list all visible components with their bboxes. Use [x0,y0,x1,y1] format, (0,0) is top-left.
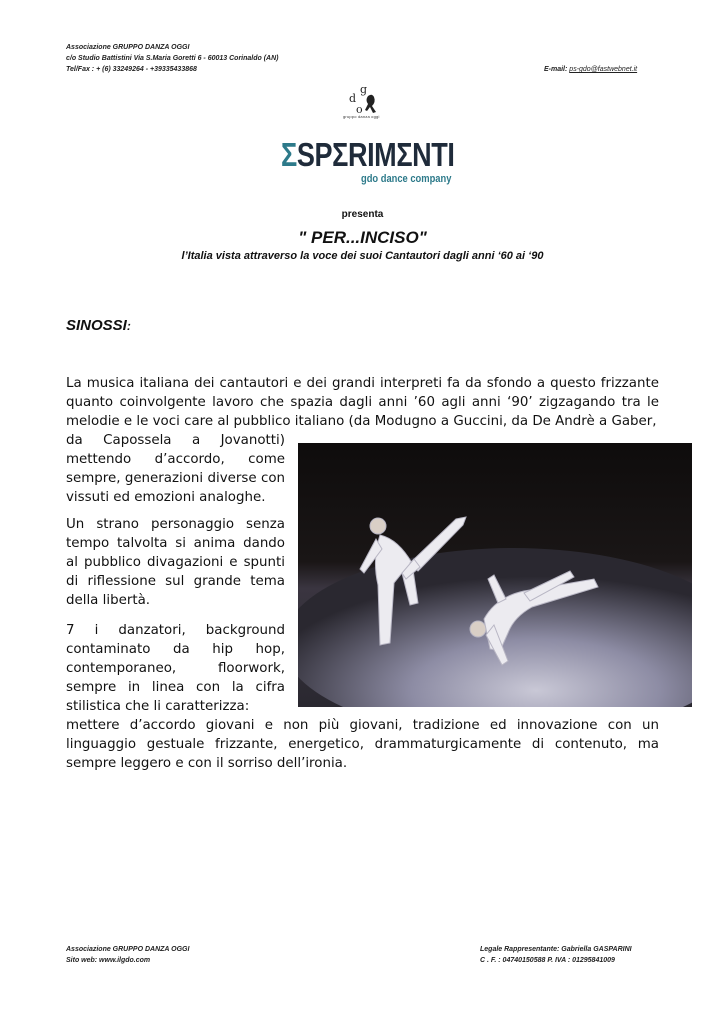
section-heading-colon: : [126,319,131,333]
footer-association: Associazione GRUPPO DANZA OGGI [66,946,190,953]
footer-left [66,944,189,966]
show-subtitle: l’Italia vista attraverso la voce dei suoi Cantautori dagli anni ‘60 ai ‘90 [181,250,544,262]
email-label: E-mail: [544,66,570,73]
footer-right [480,944,632,966]
header-association: Associazione GRUPPO DANZA OGGI [66,44,190,51]
paragraph-1-bottom: da Capossela a Jovanotti) mettendo d’accordo, come sempre, generazioni diverse con vissuti ed emozioni analoghe. [66,433,285,505]
logo-caption: gruppo danza oggi [343,114,380,119]
show-title: " PER...INCISO" [298,228,427,247]
footer-website: Sito web: www.ilgdo.com [66,957,151,964]
paragraph-3-top: 7 i danzatori, background contaminato da hip hop, contemporaneo, floorwork, sempre in linea con la cifra stilistica che li caratterizza: [66,623,285,714]
email-link[interactable]: ps-gdo@fastwebnet.it [569,66,638,73]
section-heading-text: SINOSSI [66,317,127,334]
brand-title [281,136,455,173]
svg-text:g: g [360,83,368,96]
section-heading [66,317,131,334]
paragraph-1-top: La musica italiana dei cantautori e dei grandi interpreti fa da sfondo a questo frizzante quanto coinvolgente lavoro che spazia dagli anni ’60 agli anni ‘90’ zigzagando tra le melodie e le voci care al pubblico italiano (da Modugno a Guccini, da De Andrè a Gaber, [66,376,659,429]
header-phone: Tel/Fax : + (6) 33249264 - +39335433868 [66,66,197,73]
dancers-photo [298,443,692,707]
brand-logo [281,136,455,185]
dancers-photo-image [298,443,692,707]
svg-text:o: o [356,103,363,116]
paragraph-3-bottom: mettere d’accordo giovani e non più giovani, tradizione ed innovazione con un linguaggio gestuale frizzante, energetico, drammaturgicamente di contenuto, ma sempre leggero e con il sorriso dell’ironia. [66,718,659,771]
header-email [544,66,637,73]
svg-text:d: d [349,92,357,105]
paragraph-2: Un strano personaggio senza tempo talvolta si anima dando al pubblico divagazioni e spunti di riflessione sul grande tema della libertà. [66,517,285,608]
brand-title-rest: SPΣRIMΣNTI [296,136,455,173]
brand-subtitle: gdo dance company [361,173,452,185]
brand-title-accent: Σ [281,136,297,173]
presenta-label: presenta [341,209,384,220]
footer-legal-rep: Legale Rappresentante: Gabriella GASPARINI [480,946,632,953]
footer-tax-ids: C . F. : 04740150588 P. IVA : 01295841009 [480,957,615,964]
header-address: c/o Studio Battistini Via S.Maria Goretti 6 - 60013 Corinaldo (AN) [66,55,279,62]
